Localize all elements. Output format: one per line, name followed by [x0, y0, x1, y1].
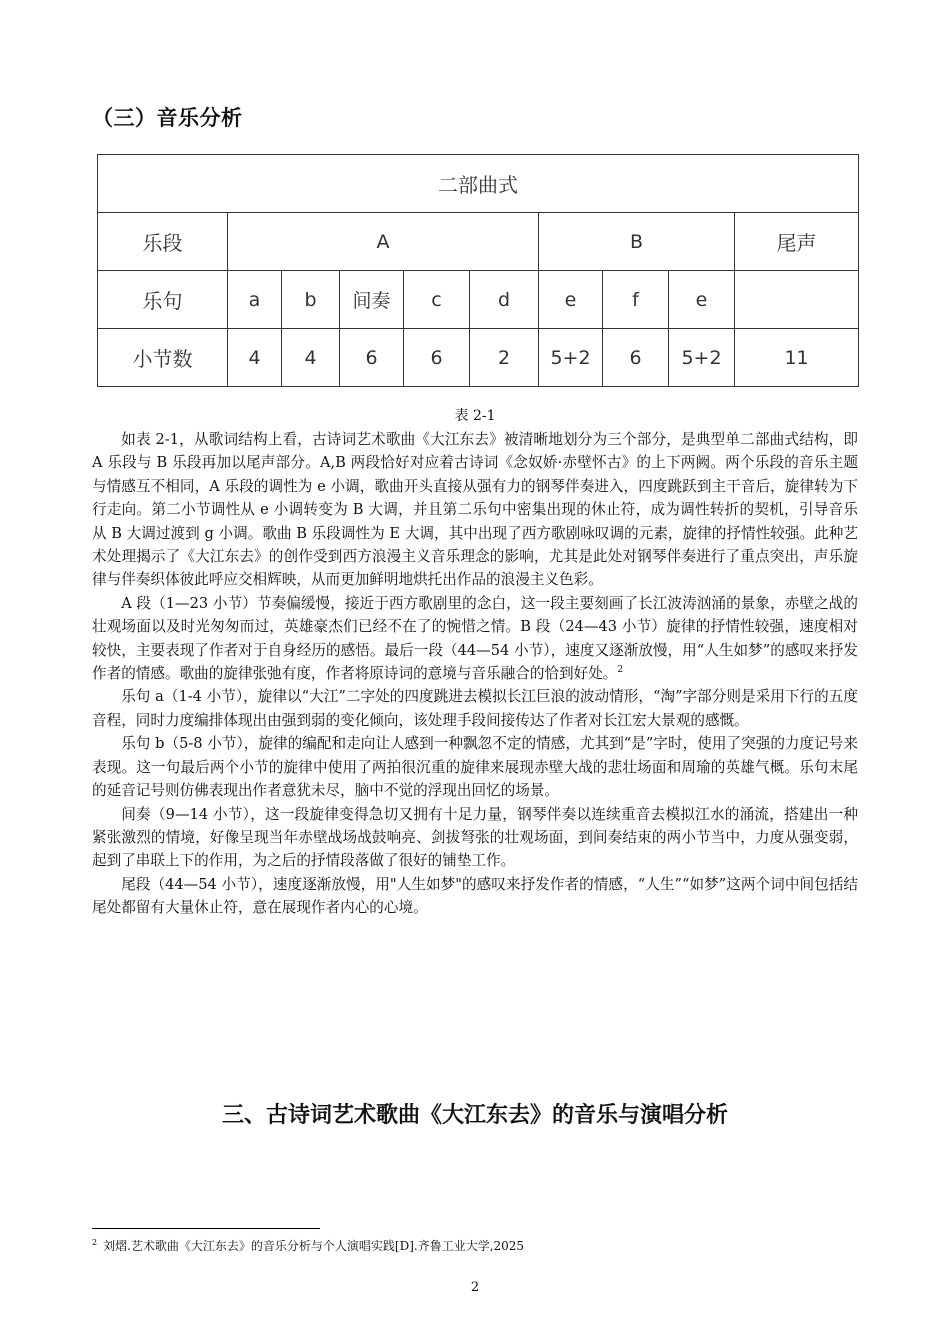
bars-cell: 4	[282, 329, 340, 387]
footnote-text: 刘熠.艺术歌曲《大江东去》的音乐分析与个人演唱实践[D].齐鲁工业大学,2025	[103, 1239, 525, 1253]
table-caption: 表 2-1	[454, 408, 496, 424]
phrase-cell: f	[603, 271, 669, 329]
phrase-cell: 间奏	[340, 271, 404, 329]
phrase-cell: e	[669, 271, 735, 329]
bars-cell: 2	[470, 329, 539, 387]
row-label-phrase: 乐句	[98, 271, 228, 329]
paragraph: 如表 2-1，从歌词结构上看，古诗词艺术歌曲《大江东去》被清晰地划分为三个部分，是典型单二部曲式结构，即 A 乐段与 B 乐段再加以尾声部分。A,B 两段恰好对应着古诗词《念奴娇·赤壁怀古》的上下两阙。两个乐段的音乐主题与情感互不相同，A 乐段的调性为 e 小调，歌曲开头直接从强有力的钢琴伴奏进入，四度跳跃到主干音后，旋律转为下行走向。第二小节调性从 e 小调转变为 B 大调，并且第二乐句中密集出现的休止符，成为调性转折的契机，引导音乐从 B 大调过渡到 g 小调。歌曲 B 乐段调性为 E 大调，其中出现了西方歌剧咏叹调的元素，旋律的抒情性较强。此种艺术处理揭示了《大江东去》的创作受到西方浪漫主义音乐理念的影响，尤其是此处对钢琴伴奏进行了重点突出，声乐旋律与伴奏织体彼此呼应交相辉映，从而更加鲜明地烘托出作品的浪漫主义色彩。	[92, 431, 858, 589]
phrase-cell: b	[282, 271, 340, 329]
section-a-cell: A	[228, 213, 539, 271]
bars-cell: 11	[735, 329, 859, 387]
phrase-cell: e	[539, 271, 603, 329]
paragraph: 尾段（44—54 小节），速度逐渐放慢，用"人生如梦"的感叹来抒发作者的情感，“人生”“如梦”这两个词中间包括结尾处都留有大量休止符，意在展现作者内心的心境。	[92, 875, 858, 917]
footnote-ref[interactable]: 2	[617, 665, 624, 676]
paragraph: 乐句 a（1-4 小节），旋律以“大江”二字处的四度跳进去模拟长江巨浪的波动情形，“淘”字部分则是采用下行的五度音程，同时力度编排体现出由强到弱的变化倾向，该处理手段间接传达了作者对长江宏大景观的感慨。	[92, 688, 858, 729]
table-title: 二部曲式	[98, 155, 859, 213]
footnote-marker: 2	[92, 1238, 98, 1247]
table-row-bars	[98, 329, 859, 387]
section-heading: （三）音乐分析	[92, 106, 243, 130]
section-coda-cell: 尾声	[735, 213, 859, 271]
bars-cell: 6	[603, 329, 669, 387]
form-table	[97, 154, 859, 387]
bars-cell: 6	[404, 329, 470, 387]
chapter-heading: 三、古诗词艺术歌曲《大江东去》的音乐与演唱分析	[221, 1103, 728, 1128]
footnote-divider	[92, 1228, 320, 1229]
footnote	[92, 1237, 872, 1254]
paragraph	[92, 592, 858, 686]
row-label-bars: 小节数	[98, 329, 228, 387]
bars-cell: 5+2	[539, 329, 603, 387]
phrase-cell-empty	[735, 271, 859, 329]
phrase-cell: a	[228, 271, 282, 329]
bars-cell: 4	[228, 329, 282, 387]
bars-cell: 6	[340, 329, 404, 387]
paragraph: 间奏（9—14 小节），这一段旋律变得急切又拥有十足力量，钢琴伴奏以连续重音去模拟江水的涌流，搭建出一种紧张激烈的情境，好像呈现当年赤壁战场战鼓响亮、剑拔弩张的壮观场面，到间奏结束的两小节当中，力度从强变弱，起到了串联上下的作用，为之后的抒情段落做了很好的铺垫工作。	[92, 805, 858, 870]
row-label-section: 乐段	[98, 213, 228, 271]
bars-cell: 5+2	[669, 329, 735, 387]
phrase-cell: c	[404, 271, 470, 329]
paragraph: 乐句 b（5-8 小节），旋律的编配和走向让人感到一种飘忽不定的情感，尤其到“是”字时，使用了突强的力度记号来表现。这一句最后两个小节的旋律中使用了两拍很沉重的旋律来展现赤壁大战的悲壮场面和周瑜的英雄气概。乐句末尾的延音记号则仿佛表现出作者意犹未尽，脑中不觉的浮现出回忆的场景。	[92, 735, 858, 800]
paragraph-text: A 段（1—23 小节）节奏偏缓慢，接近于西方歌剧里的念白，这一段主要刻画了长江波涛汹涌的景象，赤壁之战的壮观场面以及时光匆匆而过，英雄豪杰们已经不在了的惋惜之情。B 段（24—43 小节）旋律的抒情性较强，速度相对较快，主要表现了作者对于自身经历的感悟。最后一段（44—54 小节），速度又逐渐放慢，用“人生如梦”的感叹来抒发作者的情感。歌曲的旋律张弛有度，作者将原诗词的意境与音乐融合的恰到好处。	[92, 594, 858, 683]
body-text	[92, 428, 858, 920]
section-b-cell: B	[539, 213, 735, 271]
table-row-sections	[98, 213, 859, 271]
phrase-cell: d	[470, 271, 539, 329]
page-number: 2	[470, 1280, 480, 1295]
table-row-phrases	[98, 271, 859, 329]
